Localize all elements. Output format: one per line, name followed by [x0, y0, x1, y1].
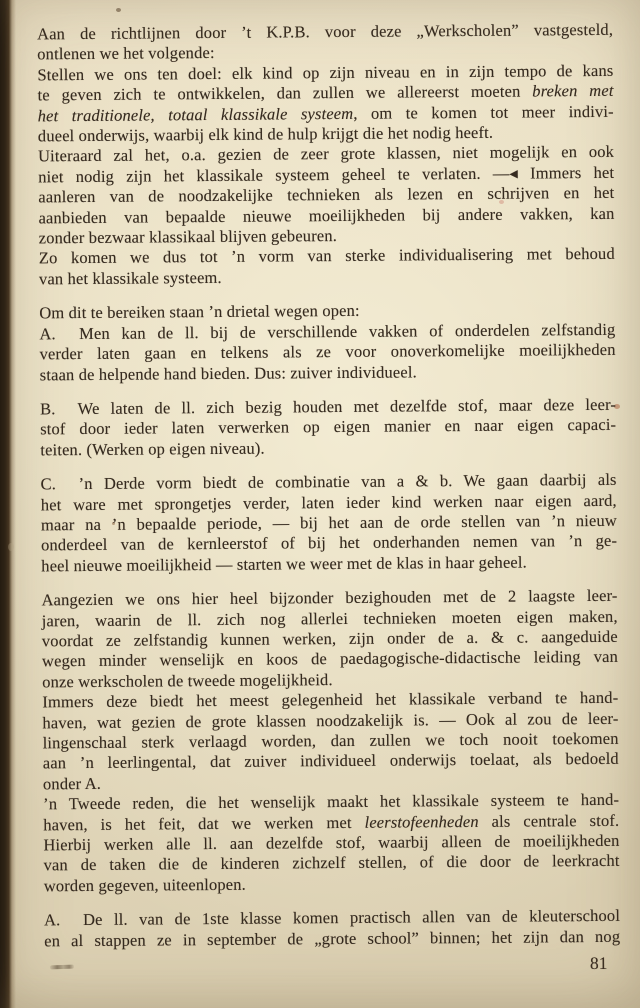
binding-gutter [0, 0, 16, 1008]
text-block [39, 299, 616, 385]
body-text: C. ’n Derde vorm biedt de combinatie van a & b. We gaan daarbij als [40, 469, 617, 494]
emphasized-text: breken met [532, 81, 614, 101]
body-text: Stellen we ons ten doel: elk kind op zijn niveau en in zijn tempo de kans [37, 60, 614, 85]
ink-smudge [50, 965, 74, 970]
body-text: haven, is het feit, dat we werken met [43, 812, 365, 834]
body-text: teiten. (Werken op eigen niveau). [40, 438, 265, 460]
body-text: Aan de richtlijnen door ’t K.P.B. voor deze „Werkscholen” vastgesteld, [37, 19, 614, 44]
body-text: staan de helpende hand bieden. Dus: zuiver individueel. [39, 361, 417, 384]
body-text: wegen minder wenselijk en koos de paedagogische-didactische leiding van [41, 647, 619, 671]
body-text: het ware met sprongetjes verder, laten ieder kind werken naar eigen aard, [40, 490, 617, 514]
body-text: aan ’n leerlingental, dat zuiver individueel onderwijs toelaat, als bedoeld [42, 749, 619, 773]
body-text: en al stappen ze in september de „grote school” binnen; het zijn dan nog [44, 926, 621, 950]
body-text: aanleren van de noodzakelijke technieken als lezen en schrijven en het [38, 183, 615, 207]
body-text: voordat ze zelfstandig kunnen werken, zijn onder de a. & c. aangeduide [41, 626, 618, 651]
body-text: van het klassikale systeem. [38, 267, 222, 289]
body-text: A. De ll. van de 1ste klasse komen practisch allen van de kleuterschool [43, 906, 621, 930]
text-line [44, 872, 620, 897]
body-text: haven, wat gezien de grote klassen noodzakelijk is. — Ook al zou de leer- [42, 708, 619, 732]
text-line [39, 265, 615, 290]
body-text: onze werkscholen de tweede mogelijkheid. [42, 669, 333, 692]
body-text: als centrale stof. [478, 810, 620, 831]
ink-speck [116, 8, 121, 12]
body-text: Hierbij werken alle ll. aan dezelfde stof, waarbij alleen de moeilijkheden [43, 830, 620, 855]
body-text: ’n Tweede reden, die het wenselijk maakt het klassikale systeem te hand- [43, 790, 620, 814]
body-text: Om dit te bereiken staan ’n drietal wegen open: [39, 301, 360, 323]
text-line [40, 360, 616, 385]
body-text: aanbieden van bepaalde nieuwe moeilijkheden bij andere vakken, kan [38, 203, 615, 228]
text-block [41, 470, 618, 577]
page-text [37, 20, 620, 952]
text-block [44, 906, 620, 951]
body-text: worden gegeven, uiteenlopen. [43, 874, 246, 896]
body-text: , om te komen tot meer indivi- [353, 101, 614, 123]
emphasized-text: leerstofeenheden [364, 811, 479, 832]
body-text: Zo komen we dus tot ’n vorm van sterke individualisering met behoud [38, 244, 615, 268]
body-text: jaren, waarin de ll. zich nog allerlei technieken moeten eigen maken, [41, 606, 618, 630]
text-block [40, 395, 616, 461]
text-block [37, 20, 615, 290]
text-block [41, 586, 619, 897]
body-text: lingenschaal sterk verlaagd worden, dan zullen we toch nooit toekomen [42, 728, 619, 753]
body-text: heel nieuwe moeilijkheid — starten we weer met de klas in haar geheel. [41, 552, 527, 576]
paper-blemish [8, 543, 14, 551]
body-text: te geven zich te ontwikkelen, dan zullen we allereerst moeten [37, 81, 533, 105]
page-number: 81 [589, 952, 608, 974]
body-text: A. Men kan de ll. bij de verschillende vakken of onderdelen zelfstandig [39, 319, 616, 344]
text-line [40, 436, 616, 461]
text-line [44, 926, 620, 951]
body-text: Immers deze biedt het meest gelegenheid het klassikale verband te hand- [42, 688, 619, 712]
body-text: B. We laten de ll. zich bezig houden met dezelfde stof, maar deze leer- [39, 394, 617, 419]
body-text: ontlenen we het volgende: [37, 43, 215, 64]
body-text: dueel onderwijs, waarbij elk kind de hulp krijgt die het nodig heeft. [37, 122, 494, 146]
body-text: onder A. [42, 773, 102, 794]
text-line [41, 552, 617, 577]
emphasized-text: het traditionele, totaal klassikale systeem [37, 103, 354, 125]
body-text: verder laten gaan en telkens als ze voor onoverkomelijke moeilijkheden [39, 339, 616, 364]
body-text: onderdeel van de kernleerstof of bij het onderhanden nemen van ’n ge- [41, 531, 618, 555]
body-text: van de taken die de kinderen zichzelf stellen, of die door de leerkracht [43, 851, 620, 875]
body-text: niet nodig zijn het klassikale systeem geheel te verlaten. —◂ Immers het [38, 162, 615, 187]
body-text: Aangezien we ons hier heel bijzonder bezighouden met de 2 laagste leer- [41, 585, 618, 610]
body-text: zonder bezwaar klassikaal blijven gebeuren. [38, 226, 338, 248]
body-text: Uiteraard zal het, o.a. gezien de zeer grote klassen, niet mogelijk en ook [37, 142, 615, 166]
body-text: stof door ieder laten verwerken op eigen manier en naar eigen capaci- [40, 415, 617, 439]
body-text: maar na ’n bepaalde periode, — bij het aan de orde stellen van ’n nieuw [40, 510, 617, 535]
